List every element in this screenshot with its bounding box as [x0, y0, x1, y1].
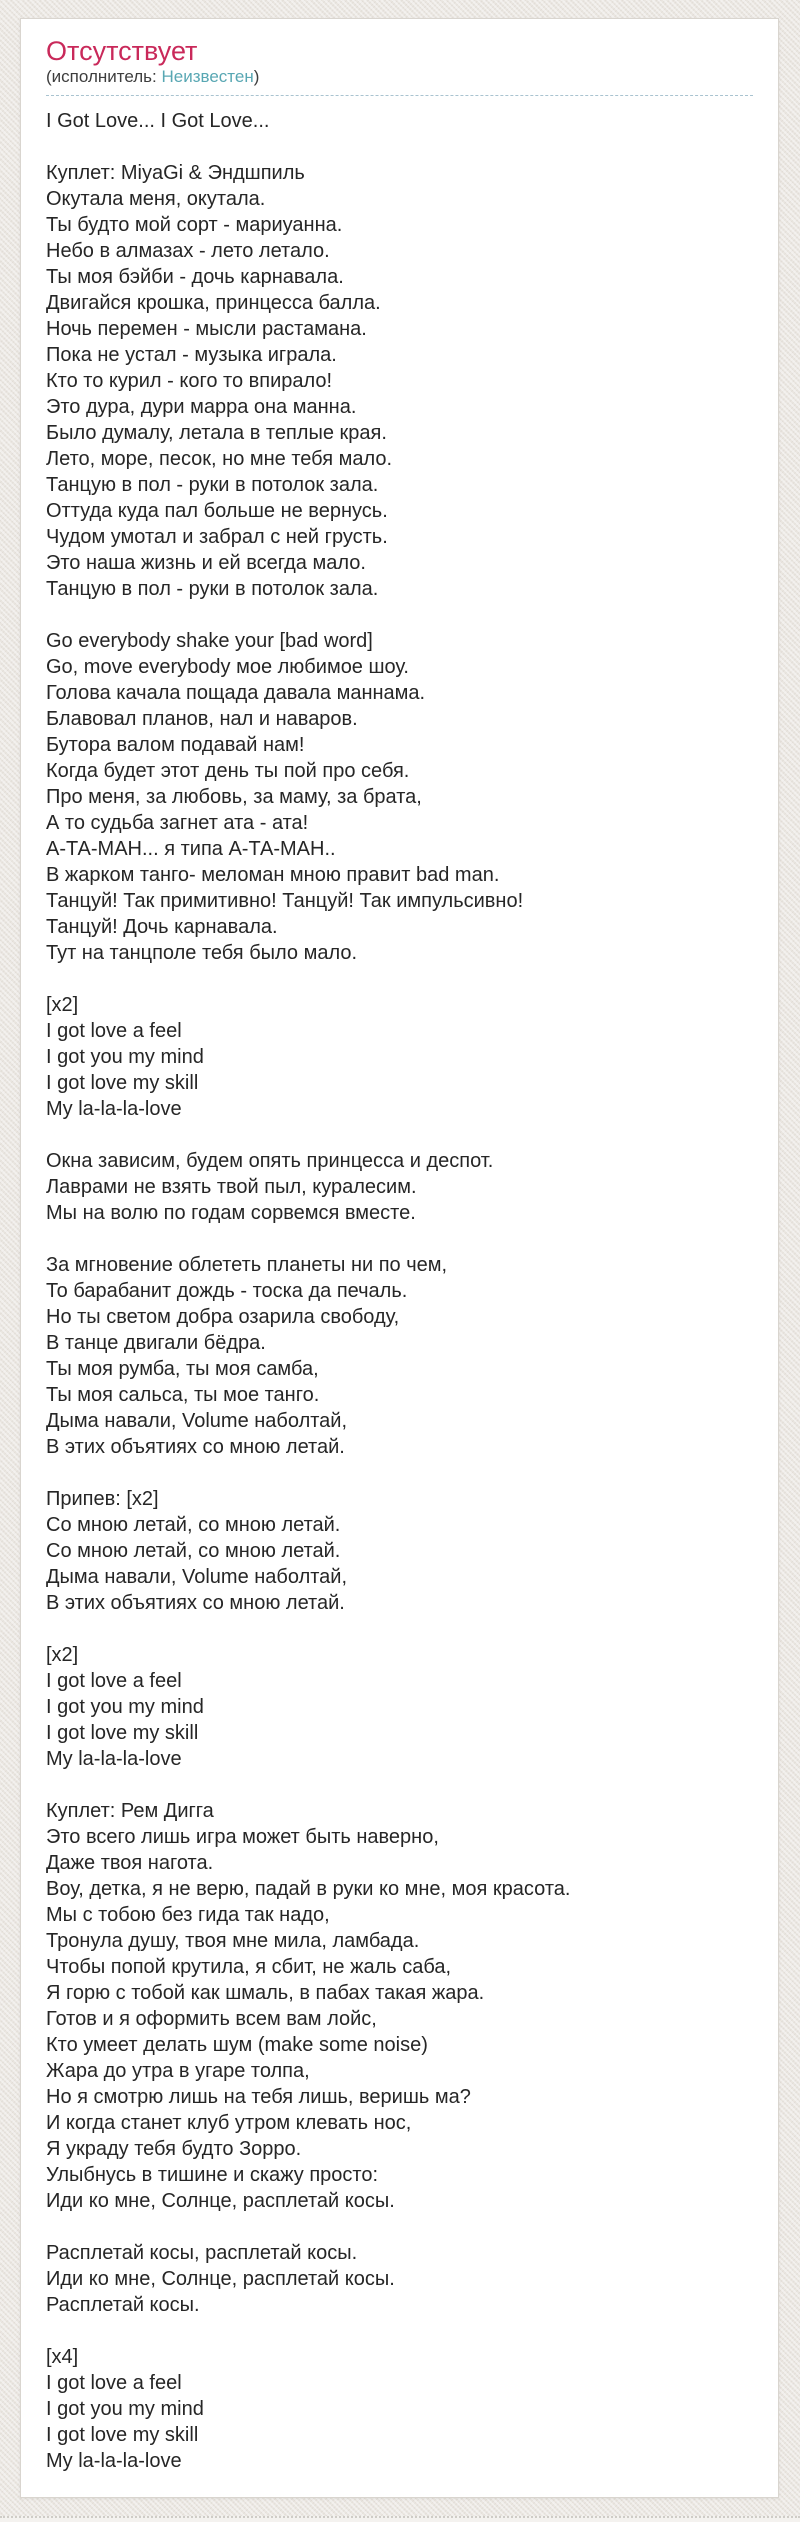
lyric-line: Голова качала пощада давала маннама.: [46, 682, 426, 704]
lyric-line: [46, 1226, 753, 1252]
lyric-line: Про меня, за любовь, за маму, за брата,: [46, 786, 422, 808]
song-title: Отсутствует: [46, 36, 198, 66]
lyric-line: Готов и я оформить всем вам лойс,: [46, 2008, 377, 2030]
lyric-line: Пока не устал - музыка играла.: [46, 344, 337, 366]
lyric-line: Небо в алмазах - лето летало.: [46, 240, 330, 262]
artist-line: [46, 65, 753, 96]
artist-label: (исполнитель:: [46, 67, 162, 86]
lyric-line: Чтобы попой крутила, я сбит, не жаль саба,: [46, 1956, 452, 1978]
lyric-line: Но ты светом добра озарила свободу,: [46, 1306, 400, 1328]
lyric-line: My la-la-la-love: [46, 1098, 182, 1120]
lyric-line: [x2]: [46, 1644, 79, 1666]
lyric-line: I got love a feel: [46, 1670, 182, 1692]
lyric-line: Бутора валом подавай нам!: [46, 734, 305, 756]
lyric-line: I got you my mind: [46, 2398, 204, 2420]
lyric-line: Припев: [x2]: [46, 1488, 159, 1510]
lyric-line: Я украду тебя будто Зорро.: [46, 2138, 302, 2160]
lyric-line: [46, 602, 753, 628]
lyric-line: Расплетай косы, расплетай косы.: [46, 2242, 358, 2264]
lyric-line: Тут на танцполе тебя было мало.: [46, 942, 358, 964]
lyric-line: Ты моя румба, ты моя самба,: [46, 1358, 319, 1380]
lyric-line: Ты моя бэйби - дочь карнавала.: [46, 266, 344, 288]
lyric-line: Танцую в пол - руки в потолок зала.: [46, 474, 379, 496]
lyric-line: Лаврами не взять твой пыл, куралесим.: [46, 1176, 417, 1198]
lyric-line: I got love a feel: [46, 2372, 182, 2394]
lyric-line: Двигайся крошка, принцесса балла.: [46, 292, 381, 314]
lyric-line: Это всего лишь игра может быть наверно,: [46, 1826, 439, 1848]
lyric-line: И когда станет клуб утром клевать нос,: [46, 2112, 412, 2134]
lyric-line: В танце двигали бёдра.: [46, 1332, 266, 1354]
lyric-line: [46, 1122, 753, 1148]
lyric-line: I got love a feel: [46, 1020, 182, 1042]
lyric-line: Иди ко мне, Солнце, расплетай косы.: [46, 2190, 395, 2212]
lyric-line: [x2]: [46, 994, 79, 1016]
lyric-line: Кто умеет делать шум (make some noise): [46, 2034, 428, 2056]
lyric-line: [46, 134, 753, 160]
lyric-line: Куплет: Рем Дигга: [46, 1800, 214, 1822]
lyric-line: Это наша жизнь и ей всегда мало.: [46, 552, 366, 574]
lyric-line: I Got Love... I Got Love...: [46, 110, 270, 132]
lyric-line: Со мною летай, со мною летай.: [46, 1514, 341, 1536]
lyric-line: [46, 1772, 753, 1798]
lyric-line: Ты моя сальса, ты мое танго.: [46, 1384, 320, 1406]
lyric-line: Жара до утра в угаре толпа,: [46, 2060, 310, 2082]
lyrics-card: [20, 18, 779, 2498]
lyric-line: Со мною летай, со мною летай.: [46, 1540, 341, 1562]
lyric-line: Расплетай косы.: [46, 2294, 200, 2316]
lyric-line: Окна зависим, будем опять принцесса и деспот.: [46, 1150, 494, 1172]
lyric-line: За мгновение облететь планеты ни по чем,: [46, 1254, 448, 1276]
lyric-line: В этих объятиях со мною летай.: [46, 1592, 345, 1614]
lyric-line: Куплет: MiyaGi & Эндшпиль: [46, 162, 305, 184]
lyric-line: Танцуй! Так примитивно! Танцуй! Так импульсивно!: [46, 890, 524, 912]
lyric-line: [46, 2318, 753, 2344]
lyric-line: Танцуй! Дочь карнавала.: [46, 916, 278, 938]
lyric-line: Оттуда куда пал больше не вернусь.: [46, 500, 388, 522]
lyric-line: Лето, море, песок, но мне тебя мало.: [46, 448, 393, 470]
lyric-line: Иди ко мне, Солнце, расплетай косы.: [46, 2268, 395, 2290]
lyric-line: [46, 966, 753, 992]
lyric-line: My la-la-la-love: [46, 2450, 182, 2472]
lyric-line: А-ТА-МАН... я типа А-ТА-МАН..: [46, 838, 336, 860]
lyric-line: В жарком танго- меломан мною правит bad man.: [46, 864, 500, 886]
artist-label-close-paren: ): [253, 67, 260, 86]
lyric-line: Ночь перемен - мысли растамана.: [46, 318, 367, 340]
lyric-line: Go everybody shake your [bad word]: [46, 630, 373, 652]
lyric-line: I got love my skill: [46, 1072, 199, 1094]
lyric-line: Блавовал планов, нал и наваров.: [46, 708, 358, 730]
lyric-line: Но я смотрю лишь на тебя лишь, веришь ма?: [46, 2086, 471, 2108]
lyric-line: Окутала меня, окутала.: [46, 188, 266, 210]
footer-divider: [0, 2516, 800, 2522]
lyric-line: Дыма навали, Volume наболтай,: [46, 1410, 348, 1432]
lyric-line: Кто то курил - кого то впирало!: [46, 370, 333, 392]
lyric-line: А то судьба загнет ата - ата!: [46, 812, 309, 834]
lyrics-text: [46, 108, 753, 2474]
lyric-line: Я горю с тобой как шмаль, в пабах такая жара.: [46, 1982, 485, 2004]
lyric-line: I got love my skill: [46, 2424, 199, 2446]
lyric-line: [x4]: [46, 2346, 79, 2368]
lyric-line: Улыбнусь в тишине и скажу просто:: [46, 2164, 379, 2186]
lyric-line: [46, 2214, 753, 2240]
lyric-line: I got love my skill: [46, 1722, 199, 1744]
lyric-line: My la-la-la-love: [46, 1748, 182, 1770]
lyric-line: То барабанит дождь - тоска да печаль.: [46, 1280, 408, 1302]
lyric-line: I got you my mind: [46, 1046, 204, 1068]
lyric-line: Мы на волю по годам сорвемся вместе.: [46, 1202, 416, 1224]
lyric-line: Тронула душу, твоя мне мила, ламбада.: [46, 1930, 420, 1952]
lyric-line: [46, 1616, 753, 1642]
lyric-line: Go, move everybody мое любимое шоу.: [46, 656, 409, 678]
lyric-line: Мы с тобою без гида так надо,: [46, 1904, 330, 1926]
lyric-line: Когда будет этот день ты пой про себя.: [46, 760, 410, 782]
artist-link[interactable]: Неизвестен: [161, 67, 254, 86]
lyric-line: Танцую в пол - руки в потолок зала.: [46, 578, 379, 600]
lyric-line: Чудом умотал и забрал с ней грусть.: [46, 526, 388, 548]
lyric-line: Ты будто мой сорт - мариуанна.: [46, 214, 343, 236]
lyric-line: Было думалу, летала в теплые края.: [46, 422, 387, 444]
lyric-line: Это дура, дури марра она манна.: [46, 396, 357, 418]
lyric-line: Даже твоя нагота.: [46, 1852, 214, 1874]
lyric-line: Воу, детка, я не верю, падай в руки ко мне, моя красота.: [46, 1878, 571, 1900]
lyric-line: [46, 1460, 753, 1486]
lyric-line: I got you my mind: [46, 1696, 204, 1718]
lyric-line: В этих объятиях со мною летай.: [46, 1436, 345, 1458]
lyric-line: Дыма навали, Volume наболтай,: [46, 1566, 348, 1588]
